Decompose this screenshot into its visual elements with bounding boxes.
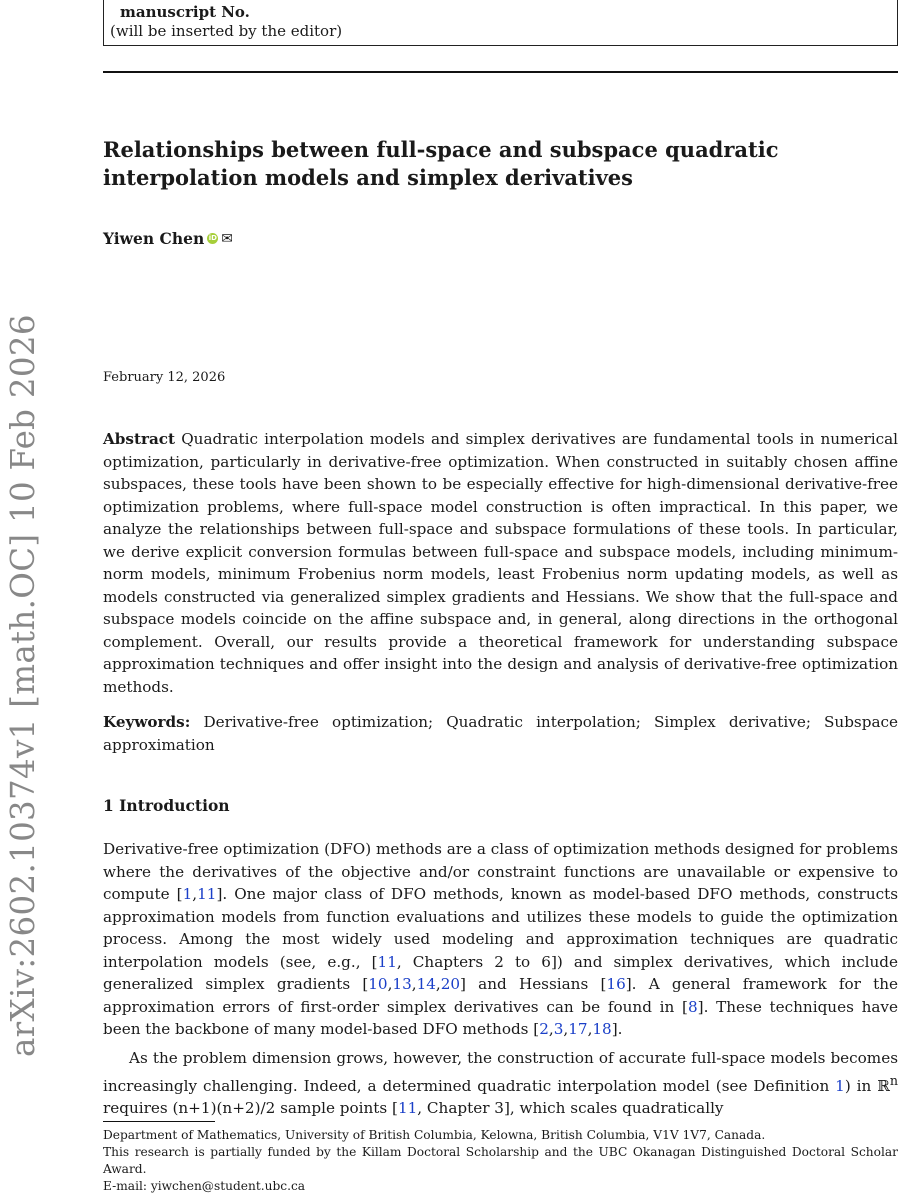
author-line xyxy=(103,229,233,248)
text-run: , xyxy=(563,1020,569,1038)
text-run: , xyxy=(411,975,417,993)
footnotes xyxy=(103,1127,898,1195)
footnote-rule xyxy=(103,1121,215,1122)
abstract xyxy=(103,428,898,698)
text-run: , Chapters 2 to 6]) and simplex derivatives, which include generalized simplex gradients [ xyxy=(103,952,898,993)
text-run: ]. These techniques have been the backbone of many model-based DFO methods [ xyxy=(103,997,899,1038)
orcid-icon[interactable]: iD xyxy=(208,234,217,242)
text-run: As the problem dimension grows, however, the construction of accurate full-space models becomes increasingly challenging. Indeed, a determined quadratic interpolation model (see Definition xyxy=(103,1049,898,1095)
text-run: ]. One major class of DFO methods, known as model-based DFO methods, constructs approximation models from function evaluations and utilizes these models to guide the optimization process. Among the most widely used modeling and approximation techniques are quadratic interpolation models (see, e.g., [ xyxy=(103,885,898,971)
keywords-label: Keywords: xyxy=(103,713,191,731)
citation-link[interactable]: 11 xyxy=(377,952,397,971)
editor-note: (will be inserted by the editor) xyxy=(110,22,343,40)
intro-paragraph-2 xyxy=(103,1047,898,1120)
abstract-label: Abstract xyxy=(103,430,176,448)
funding-note: This research is partially funded by the Killam Doctoral Scholarship and the UBC Okanagan Distinguished Doctoral Scholar Award. xyxy=(103,1145,898,1176)
abstract-text: Quadratic interpolation models and simplex derivatives are fundamental tools in numerical optimization, particularly in derivative-free optimization. When constructed in suitably chosen affine subspaces, these tools have been shown to be especially effective for high-dimensional derivative-free optimization problems, where full-space model construction is often impractical. In this paper, we analyze the relationships between full-space and subspace formulations of these tools. In particular, we derive explicit conversion formulas between full-space and subspace models, including minimum-norm models, minimum Frobenius norm models, least Frobenius norm updating models, as well as models constructed via generalized simplex gradients and Hessians. We show that the full-space and subspace models coincide on the affine subspace and, in general, along directions in the orthogonal complement. Overall, our results provide a theoretical framework for understanding subspace approximation techniques and offer insight into the design and analysis of derivative-free optimization methods. xyxy=(103,430,899,696)
citation-link[interactable]: 18 xyxy=(592,1020,612,1038)
citation-link[interactable]: 11 xyxy=(397,1099,418,1118)
text-run: , xyxy=(387,975,393,993)
text-run: ]. A general framework for the approximation errors of first-order simplex derivatives can be found in [ xyxy=(103,975,898,1016)
citation-link[interactable]: 13 xyxy=(392,975,412,993)
text-run: ]. xyxy=(611,1020,623,1038)
text-run: requires (n+1)(n+2)/2 sample points [ xyxy=(103,1099,398,1118)
paper-date: February 12, 2026 xyxy=(103,370,226,385)
arxiv-stamp: arXiv:2602.10374v1 [math.OC] 10 Feb 2026 xyxy=(4,314,42,1058)
text-run: ) in ℝ xyxy=(844,1076,890,1095)
text-run: ] and Hessians [ xyxy=(460,975,607,993)
citation-link[interactable]: 2 xyxy=(539,1020,549,1038)
citation-link[interactable]: 8 xyxy=(687,997,698,1016)
manuscript-label: manuscript No. xyxy=(120,3,250,21)
affiliation: Department of Mathematics, University of British Columbia, Kelowna, British Columbia, V1V 1V7, Canada. xyxy=(103,1128,766,1142)
citation-link[interactable]: 11 xyxy=(197,885,217,903)
superscript-n: n xyxy=(889,1072,898,1088)
citation-link[interactable]: 10 xyxy=(368,975,388,993)
text-run: Derivative-free optimization (DFO) methods are a class of optimization methods designed for problems where the derivatives of the objective and/or constraint functions are unavailable or expensive to compute [ xyxy=(103,840,898,903)
citation-link[interactable]: 1 xyxy=(182,885,193,903)
paper-title: Relationships between full-space and subspace quadratic interpolation models and simplex derivatives xyxy=(103,137,779,190)
text-run: , xyxy=(548,1020,554,1038)
definition-link[interactable]: 1 xyxy=(835,1076,845,1095)
text-run: , Chapter 3], which scales quadratically xyxy=(417,1099,724,1118)
author-name: Yiwen Chen xyxy=(103,229,205,248)
citation-link[interactable]: 3 xyxy=(553,1020,564,1038)
text-run: , xyxy=(435,975,441,993)
citation-link[interactable]: 14 xyxy=(416,975,436,993)
citation-link[interactable]: 17 xyxy=(568,1020,588,1038)
mail-icon[interactable]: ✉ xyxy=(221,230,234,247)
section-heading-introduction: 1 Introduction xyxy=(103,796,230,815)
keywords-text: Derivative-free optimization; Quadratic interpolation; Simplex derivative; Subspace approximation xyxy=(103,713,898,754)
intro-paragraph-1 xyxy=(103,838,898,1041)
text-run: , xyxy=(192,885,198,903)
citation-link[interactable]: 20 xyxy=(440,975,461,993)
keywords xyxy=(103,711,898,756)
citation-link[interactable]: 16 xyxy=(606,975,626,993)
header-rule xyxy=(103,71,898,73)
manuscript-box xyxy=(103,0,898,46)
email: E-mail: yiwchen@student.ubc.ca xyxy=(103,1179,306,1193)
text-run: , xyxy=(587,1020,593,1038)
